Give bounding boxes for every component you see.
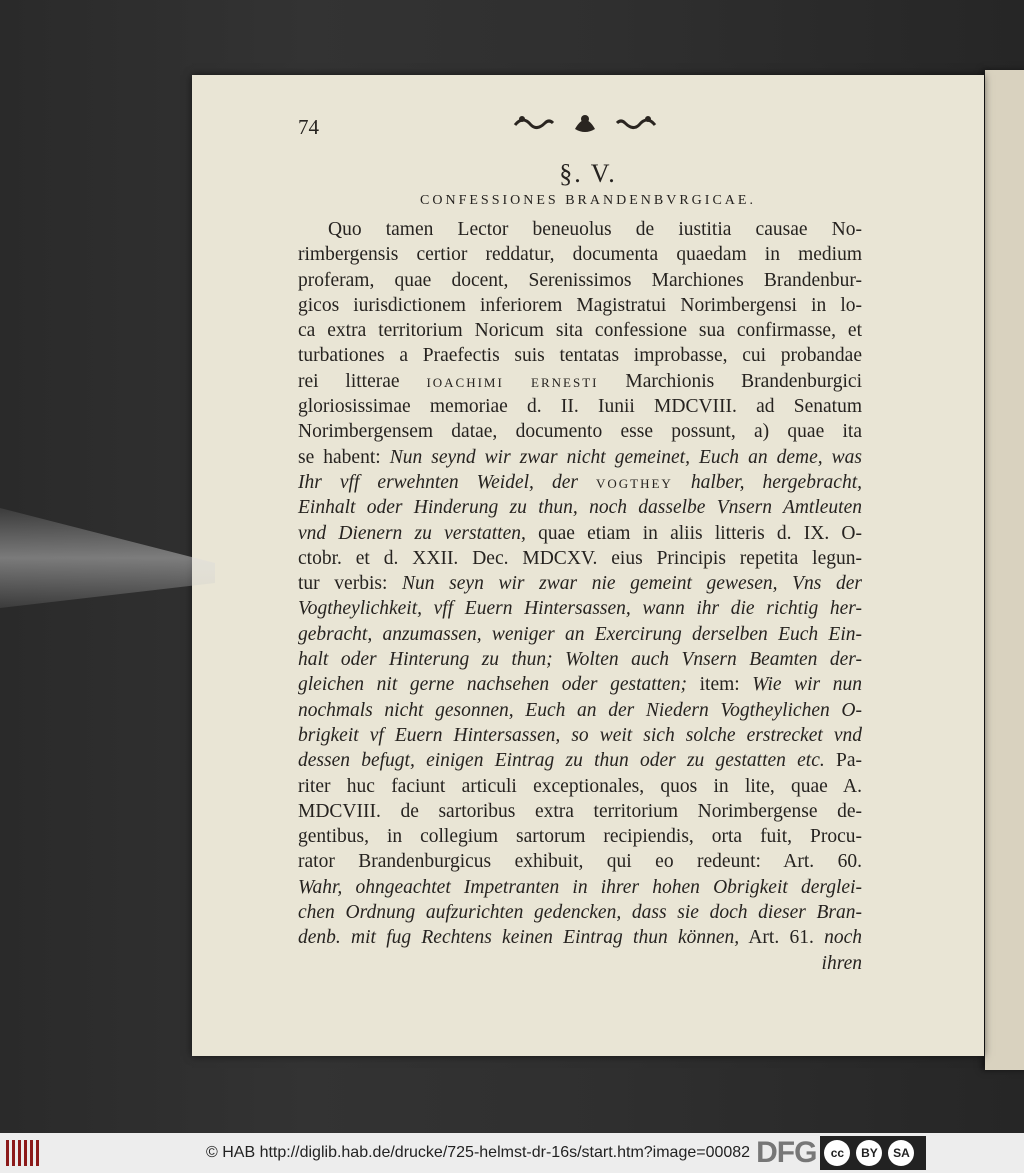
text-run: Nun seyn wir zwar nie gemeint gewesen, Vns der (402, 573, 862, 595)
text-line (298, 571, 862, 596)
glare-reflection (0, 508, 215, 608)
text-line: rator Brandenburgicus exhibuit, qui eo redeunt: Art. 60. (298, 851, 862, 873)
text-line (298, 445, 862, 470)
text-line: nochmals nicht gesonnen, Euch an der Niedern Vogtheylichen O- (298, 699, 862, 721)
text-run: Pa- (824, 750, 862, 772)
text-line: proferam, quae docent, Serenissimos Marchiones Brandenbur- (298, 269, 862, 291)
sa-icon: SA (888, 1140, 914, 1166)
cc-icon: cc (824, 1140, 850, 1166)
section-title: CONFESSIONES BRANDENBVRGICAE. (420, 193, 756, 208)
text-line: Vogtheylichkeit, vff Euern Hintersassen, wann ihr die richtig her- (298, 598, 862, 620)
text-line: Wahr, ohngeachtet Impetranten in ihrer hohen Obrigkeit derglei- (298, 876, 862, 898)
section-heading: §. V. (559, 159, 617, 188)
text-line: ctobr. et d. XXII. Dec. MDCXV. eius Principis repetita legun- (298, 547, 862, 569)
hab-logo-icon (6, 1138, 46, 1168)
by-icon: BY (856, 1140, 882, 1166)
text-line (298, 369, 862, 394)
text-line (298, 672, 862, 697)
text-run: dessen befugt, einigen Eintrag zu thun oder zu gestatten etc. (298, 750, 825, 772)
book-page (192, 75, 984, 1056)
text-line: gentibus, in collegium sartorum recipiendis, orta fuit, Procu- (298, 826, 862, 848)
text-line: rimbergensis certior reddatur, documenta quaedam in medium (298, 244, 862, 266)
text-line: gicos iurisdictionem inferiorem Magistratui Norimbergensi in lo- (298, 294, 862, 316)
text-line: turbationes a Praefectis suis tentatas improbasse, cui probandae (298, 345, 862, 367)
text-run: Wie wir nun (752, 674, 862, 696)
text-line: gloriosissimae memoriae d. II. Iunii MDCVIII. ad Senatum (298, 396, 862, 418)
footer-bar (0, 1133, 1024, 1173)
text-run: Marchionis Brandenburgici (598, 370, 863, 392)
text-line (298, 470, 862, 495)
text-line: MDCVIII. de sartoribus extra territorium Norimbergense de- (298, 800, 862, 822)
text-line: Norimbergensem datae, documento esse possunt, a) quae ita (298, 421, 862, 443)
text-line (298, 748, 862, 773)
text-run: gleichen nit gerne nachsehen oder gestatten; (298, 674, 687, 696)
text-run: quae etiam in aliis litteris d. IX. O- (525, 522, 863, 544)
text-line: halt oder Hinterung zu thun; Wolten auch Vnsern Beamten der- (298, 649, 862, 671)
dfg-logo: DFG (756, 1136, 817, 1169)
body-text (298, 217, 862, 976)
text-line: riter huc faciunt articuli exceptionales, quos in lite, quae A. (298, 775, 862, 797)
text-line (298, 925, 862, 950)
cc-license-badge[interactable] (820, 1136, 926, 1170)
facing-page-edge (985, 70, 1024, 1070)
text-run: Ihr vff erwehnten Weidel, der (298, 471, 596, 493)
text-run: IOACHIMI ERNESTI (426, 374, 599, 390)
text-line (298, 521, 862, 546)
text-line: brigkeit vf Euern Hintersassen, so weit sich solche erstrecket vnd (298, 724, 862, 746)
text-run: item: (687, 674, 753, 696)
text-line: ihren (821, 952, 862, 974)
text-run: vnd Dienern zu verstatten, (298, 522, 526, 544)
text-run: se habent: (298, 446, 390, 468)
text-run: rei litterae (298, 370, 427, 392)
ornament-icon (510, 109, 660, 137)
text-run: tur verbis: (298, 573, 403, 595)
text-line: Einhalt oder Hinderung zu thun, noch dasselbe Vnsern Amtleuten (298, 497, 862, 519)
credit-link[interactable]: © HAB http://diglib.hab.de/drucke/725-helmst-dr-16s/start.htm?image=00082 (206, 1144, 751, 1161)
text-line: chen Ordnung aufzurichten gedencken, dass sie doch dieser Bran- (298, 902, 862, 924)
text-run: halber, hergebracht, (672, 471, 862, 493)
text-run: noch (824, 927, 862, 949)
text-run: VOGTHEY (595, 475, 673, 491)
text-run: Art. 61. (739, 927, 825, 949)
text-line: ca extra territorium Noricum sita confessione sua confirmasse, et (298, 320, 862, 342)
page-number: 74 (298, 115, 319, 139)
text-run: Nun seynd wir zwar nicht gemeinet, Euch an deme, was (389, 446, 862, 468)
text-line: gebracht, anzumassen, weniger an Exercirung derselben Euch Ein- (298, 623, 862, 645)
text-line: Quo tamen Lector beneuolus de iustitia causae No- (328, 219, 862, 240)
text-run: denb. mit fug Rechtens keinen Eintrag thun können, (298, 927, 740, 949)
